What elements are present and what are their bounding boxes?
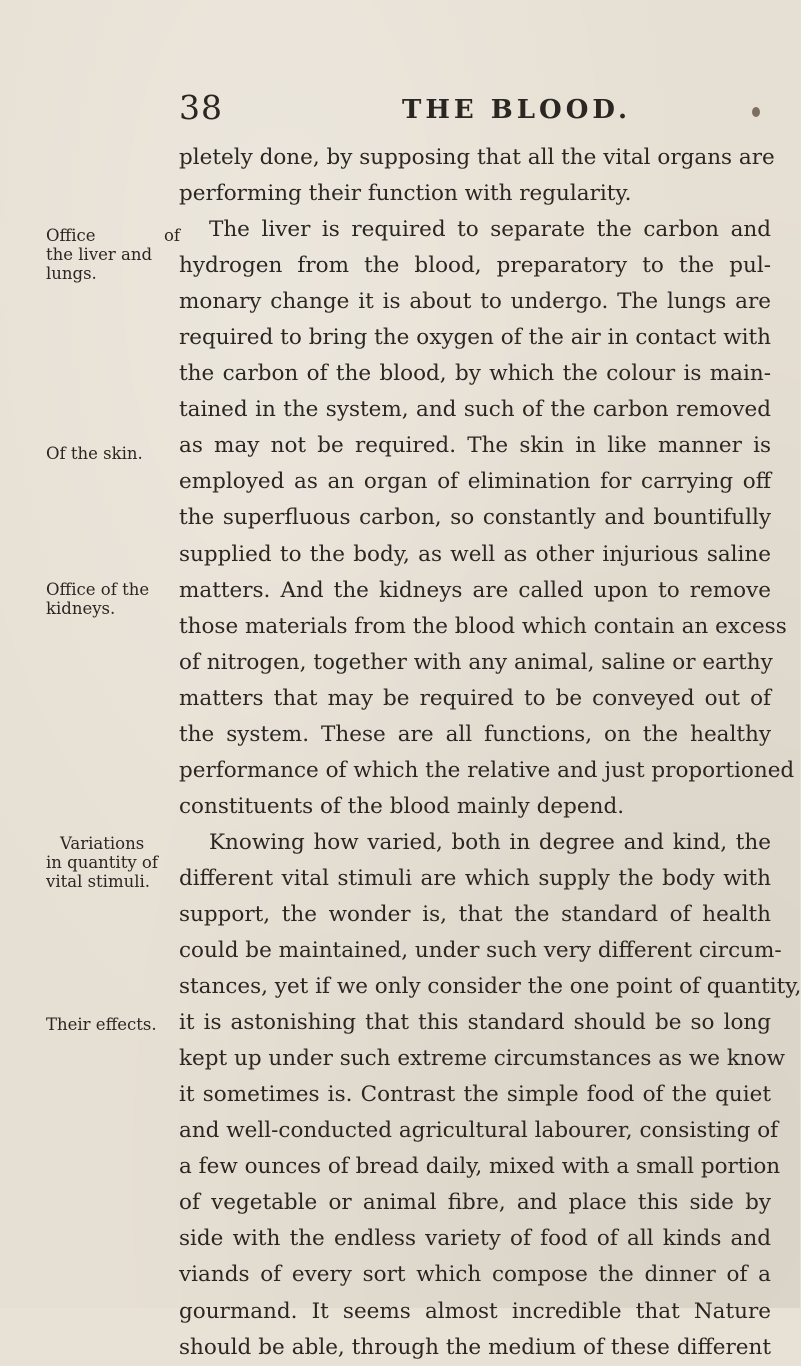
- side-note: [46, 580, 180, 618]
- text-line: employed as an organ of elimination for carrying off: [179, 469, 771, 495]
- text-line: monary change it is about to undergo. The lungs are: [179, 289, 771, 315]
- text-line: the system. These are all functions, on the healthy: [179, 721, 771, 747]
- text-line: it is astonishing that this standard should be so long: [179, 1010, 771, 1036]
- text-line: performance of which the relative and just proportioned: [179, 757, 795, 783]
- text-line: hydrogen from the blood, preparatory to the pul-: [179, 253, 771, 279]
- text-line: supplied to the body, as well as other injurious saline: [179, 541, 771, 567]
- body-text: [179, 140, 801, 1366]
- ink-blot-mark: [752, 107, 760, 117]
- side-note: [46, 1015, 180, 1034]
- side-note: [46, 444, 180, 463]
- text-line: viands of every sort which compose the dinner of a: [179, 1262, 771, 1288]
- running-head: THE BLOOD.: [402, 95, 632, 125]
- side-note: [46, 834, 180, 891]
- text-line: support, the wonder is, that the standard of health: [179, 901, 771, 927]
- margin-notes: [0, 0, 180, 1308]
- side-note-line: in quantity of: [46, 853, 158, 872]
- text-line: matters. And the kidneys are called upon to remove: [179, 577, 771, 603]
- side-note-line: vital stimuli.: [46, 872, 151, 891]
- text-line: the carbon of the blood, by which the colour is main-: [179, 361, 771, 387]
- text-line: required to bring the oxygen of the air in contact with: [179, 325, 771, 351]
- page-number: 38: [179, 88, 223, 127]
- text-line: stances, yet if we only consider the one point of quantity,: [179, 974, 801, 1000]
- text-line: different vital stimuli are which supply the body with: [179, 865, 771, 891]
- side-note: [46, 226, 180, 283]
- text-line: could be maintained, under such very different circum-: [179, 938, 782, 964]
- side-note-line: lungs.: [46, 264, 97, 283]
- side-note-line: Office of the: [46, 580, 150, 599]
- text-line: as may not be required. The skin in like manner is: [179, 433, 771, 459]
- text-line: side with the endless variety of food of all kinds and: [179, 1226, 771, 1252]
- text-line: The liver is required to separate the carbon and: [209, 217, 771, 243]
- text-line: of vegetable or animal fibre, and place this side by: [179, 1190, 771, 1216]
- text-line: kept up under such extreme circumstances as we know: [179, 1046, 786, 1072]
- side-note-line: the liver and: [46, 245, 153, 264]
- side-note-line: Their effects.: [46, 1015, 157, 1034]
- text-line: tained in the system, and such of the carbon removed: [179, 397, 771, 423]
- text-line: those materials from the blood which contain an excess: [179, 613, 787, 639]
- text-line: it sometimes is. Contrast the simple food of the quiet: [179, 1082, 771, 1108]
- text-line: pletely done, by supposing that all the vital organs are: [179, 145, 775, 170]
- text-line: matters that may be required to be conveyed out of: [179, 685, 771, 711]
- text-line: performing their function with regularity.: [179, 181, 632, 207]
- side-note-line: Of the skin.: [46, 444, 143, 463]
- text-line: gourmand. It seems almost incredible that Nature: [179, 1298, 771, 1324]
- text-line: Knowing how varied, both in degree and kind, the: [209, 829, 771, 855]
- text-line: should be able, through the medium of these different: [179, 1334, 771, 1360]
- text-line: the superfluous carbon, so constantly and bountifully: [179, 505, 771, 531]
- text-line: and well-conducted agricultural labourer, consisting of: [179, 1118, 779, 1144]
- side-note-line: kidneys.: [46, 599, 116, 618]
- side-note-line: Variations: [60, 834, 145, 853]
- text-line: of nitrogen, together with any animal, saline or earthy: [179, 649, 773, 675]
- text-line: constituents of the blood mainly depend.: [179, 793, 625, 819]
- side-note-line: Office of: [46, 226, 180, 245]
- text-line: a few ounces of bread daily, mixed with a small portion: [179, 1154, 781, 1180]
